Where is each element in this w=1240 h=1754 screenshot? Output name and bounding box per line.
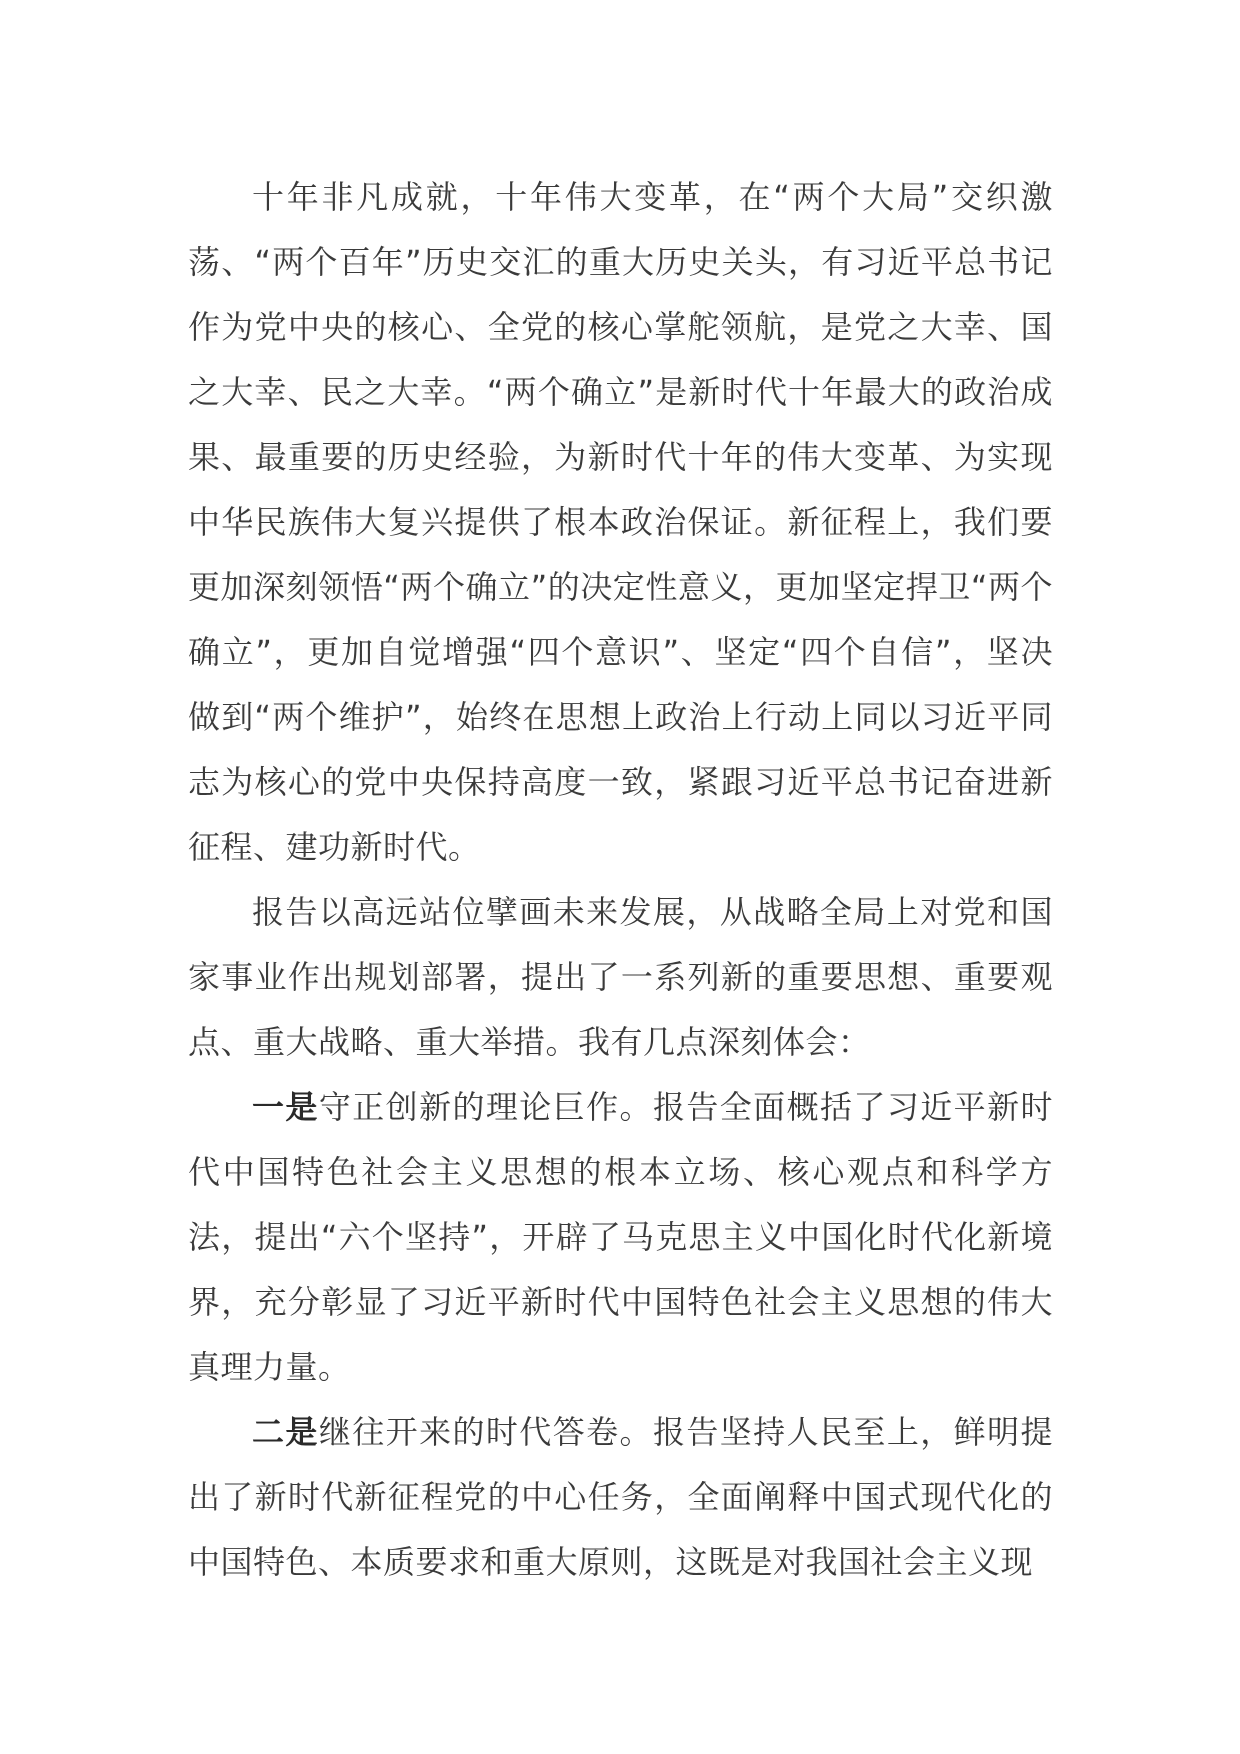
paragraph-3-lead: 一是 (252, 1088, 319, 1126)
paragraph-4-text: 继往开来的时代答卷。报告坚持人民至上，鲜明提出了新时代新征程党的中心任务，全面阐释中国式现代化的中国特色、本质要求和重大原则，这既是对我国社会主义现 (188, 1413, 1053, 1581)
paragraph-3 (188, 1075, 1053, 1400)
paragraph-2 (188, 880, 1053, 1075)
paragraph-2-text: 报告以高远站位擘画未来发展，从战略全局上对党和国家事业作出规划部署，提出了一系列新的重要思想、重要观点、重大战略、重大举措。我有几点深刻体会： (188, 893, 1053, 1061)
paragraph-4-lead: 二是 (252, 1413, 319, 1451)
paragraph-4 (188, 1400, 1053, 1595)
paragraph-1-text: 十年非凡成就，十年伟大变革，在“两个大局”交织激荡、“两个百年”历史交汇的重大历史关头，有习近平总书记作为党中央的核心、全党的核心掌舵领航，是党之大幸、国之大幸、民之大幸。“两个确立”是新时代十年最大的政治成果、最重要的历史经验，为新时代十年的伟大变革、为实现中华民族伟大复兴提供了根本政治保证。新征程上，我们要更加深刻领悟“两个确立”的决定性意义，更加坚定捍卫“两个确立”，更加自觉增强“四个意识”、坚定“四个自信”，坚决做到“两个维护”，始终在思想上政治上行动上同以习近平同志为核心的党中央保持高度一致，紧跟习近平总书记奋进新征程、建功新时代。 (188, 178, 1053, 866)
paragraph-3-text: 守正创新的理论巨作。报告全面概括了习近平新时代中国特色社会主义思想的根本立场、核心观点和科学方法，提出“六个坚持”，开辟了马克思主义中国化时代化新境界，充分彰显了习近平新时代中国特色社会主义思想的伟大真理力量。 (188, 1088, 1053, 1386)
paragraph-1 (188, 165, 1053, 880)
document-body (188, 165, 1053, 1595)
